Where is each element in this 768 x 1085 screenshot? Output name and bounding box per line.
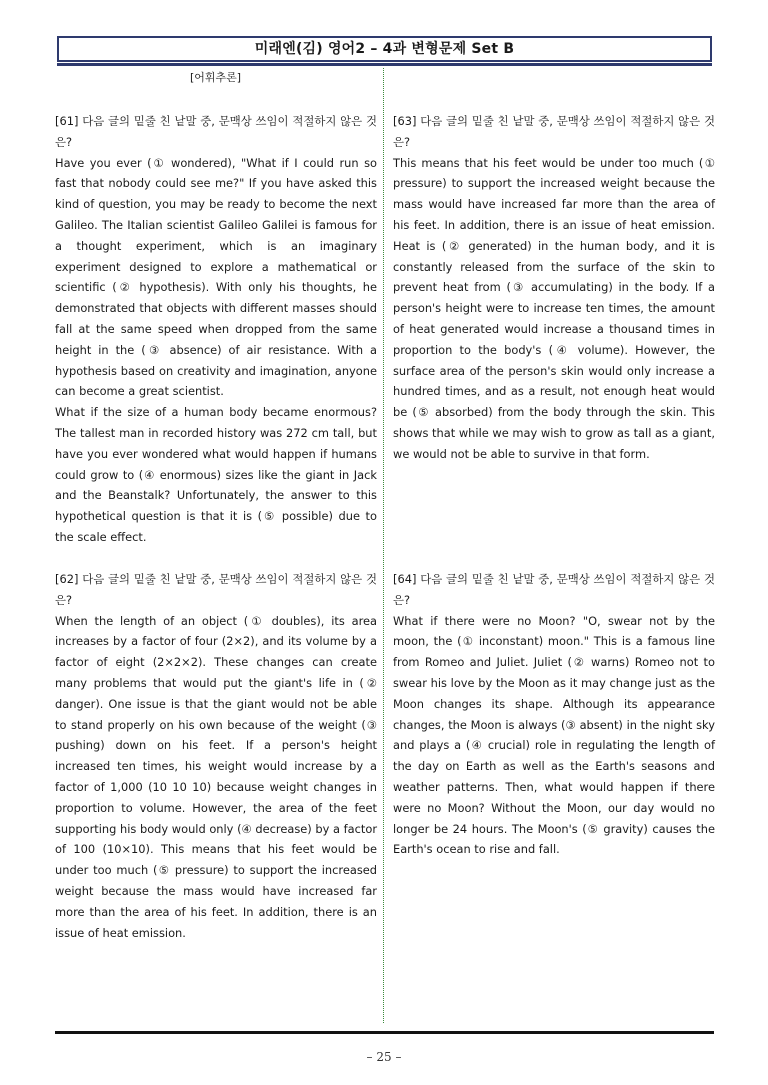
question-64 <box>393 569 715 860</box>
question-prompt: [63] 다음 글의 밑줄 친 낱말 중, 문맥상 쓰임이 적절하지 않은 것은? <box>393 114 715 149</box>
column-divider <box>383 68 384 1023</box>
passage-paragraph: When the length of an object (① doubles), its area increases by a factor of four (2×2), and its volume by a factor of eight (2×2×2). These changes can create many problems that would put the giant's life in (② danger). One issue is that the giant would not be able to stand properly on his own because of the weight (③ pushing) down on his feet. If a person's height increased ten times, his weight would increase by a factor of 1,000 (10 10 10) because weight changes in proportion to volume. However, the area of the feet supporting his body would only (④ decrease) by a factor of 100 (10×10). This means that his feet would be under too much (⑤ pressure) to support the increased weight because the mass would have increased far more than the area of his feet. In addition, there is an issue of heat emission. <box>55 613 377 940</box>
bottom-rule <box>55 1031 714 1034</box>
passage-paragraph: This means that his feet would be under too much (① pressure) to support the increased weight because the mass would have increased far more than the area of his feet. In addition, there is an issue of heat emission. Heat is (② generated) in the human body, and it is constantly released from the surface of the skin to prevent heat from (③ accumulating) in the body. If a person's height were to increase ten times, the amount of heat generated would increase a thousand times in proportion to the body's (④ volume). However, the surface area of the person's skin would only increase a hundred times, and as a result, not enough heat would be (⑤ absorbed) from the body through the skin. This shows that while we may wish to grow as tall as a giant, we would not be able to survive in that form. <box>393 155 715 461</box>
question-prompt: [62] 다음 글의 밑줄 친 낱말 중, 문맥상 쓰임이 적절하지 않은 것은? <box>55 572 377 607</box>
title-box <box>57 36 712 62</box>
question-61 <box>55 111 377 548</box>
question-prompt: [61] 다음 글의 밑줄 친 낱말 중, 문맥상 쓰임이 적절하지 않은 것은? <box>55 114 377 149</box>
question-62 <box>55 569 377 943</box>
page-number: – 25 – <box>366 1050 402 1064</box>
question-63 <box>393 111 715 465</box>
passage-paragraph: What if the size of a human body became enormous? The tallest man in recorded history was 272 cm tall, but have you ever wondered what would happen if humans could grow to (④ enormous) sizes like the giant in Jack and the Beanstalk? Unfortunately, the answer to this hypothetical question is that it is (⑤ possible) due to the scale effect. <box>55 405 377 544</box>
passage-paragraph: What if there were no Moon? "O, swear not by the moon, the (① inconstant) moon." This is a famous line from Romeo and Juliet. Juliet (② warns) Romeo not to swear his love by the Moon as it may change just as the Moon changes its shape. Although its appearance changes, the Moon is always (③ absent) in the night sky and plays a (④ crucial) role in regulating the length of the day on Earth as well as the Earth's seasons and weather patterns. Then, what would happen if there were no Moon? Without the Moon, our day would no longer be 24 hours. The Moon's (⑤ gravity) causes the Earth's ocean to rise and fall. <box>393 613 715 857</box>
question-prompt: [64] 다음 글의 밑줄 친 낱말 중, 문맥상 쓰임이 적절하지 않은 것은? <box>393 572 715 607</box>
section-tag: [어휘추론] <box>190 71 242 84</box>
page-title: 미래엔(김) 영어2 – 4과 변형문제 Set B <box>254 41 515 57</box>
passage-paragraph: Have you ever (① wondered), "What if I could run so fast that nobody could see me?" If you have asked this kind of question, you may be ready to become the next Galileo. The Italian scientist Galileo Galilei is famous for a thought experiment, which is an imaginary experiment designed to explore a mathematical or scientific (② hypothesis). With only his thoughts, he demonstrated that objects with different masses should fall at the same speed when dropped from the same height in the (③ absence) of air resistance. With a hypothesis based on creativity and imagination, anyone can become a great scientist. <box>55 155 377 399</box>
